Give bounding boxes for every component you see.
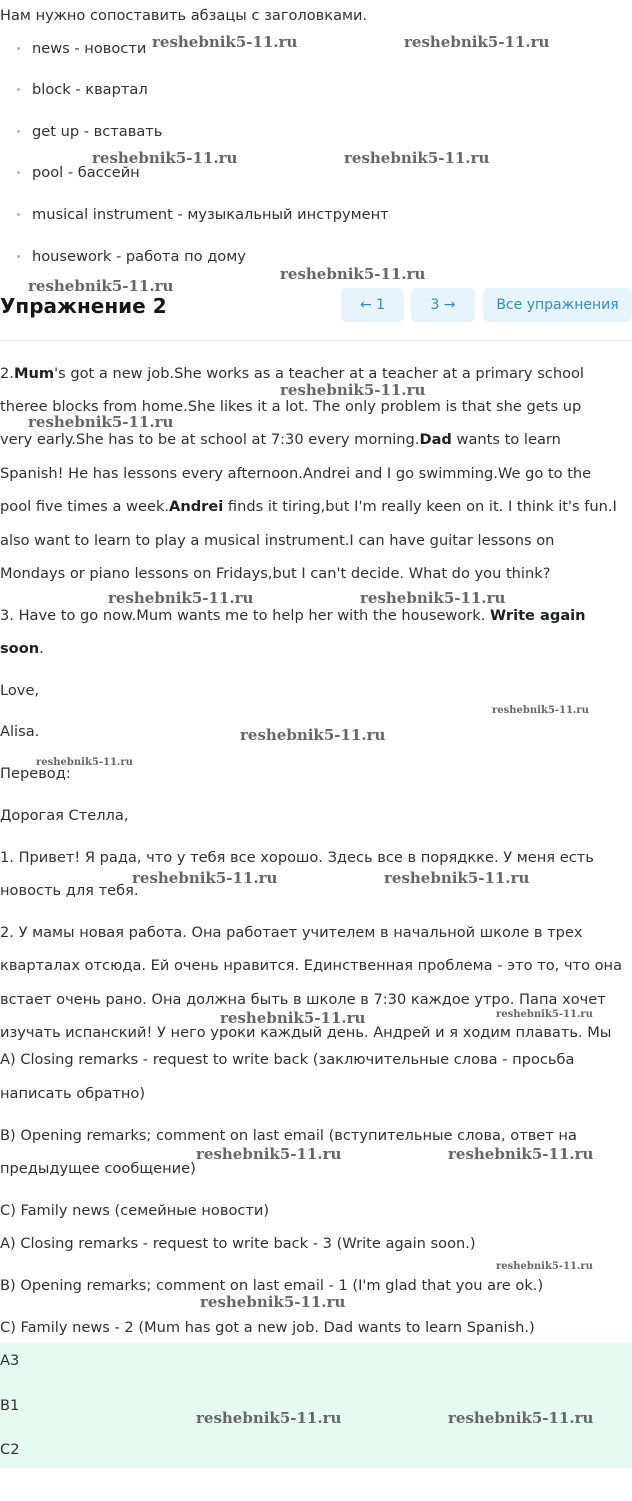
email-line: soon. [0, 640, 44, 657]
answer-detail-line: C) Family news - 2 (Mum has got a new job. Dad wants to learn Spanish.) [0, 1319, 535, 1336]
bullet-icon [17, 130, 20, 133]
heading-line: B) Opening remarks; comment on last email (вступительные слова, ответ на [0, 1127, 577, 1144]
watermark: reshebnik5-11.ru [240, 726, 386, 744]
translation-greeting: Дорогая Стелла, [0, 807, 129, 824]
answer-item: B1 [0, 1397, 20, 1414]
email-love: Love, [0, 682, 40, 699]
bullet-icon [17, 88, 20, 91]
watermark: reshebnik5-11.ru [108, 589, 254, 607]
answer-item: A3 [0, 1352, 20, 1369]
heading-line: C) Family news (семейные новости) [0, 1202, 270, 1219]
vocab-item: news - новости [17, 39, 146, 59]
translation-line: кварталах отсюда. Ей очень нравится. Единственная проблема - это то, что она [0, 957, 623, 974]
translation-line: встает очень рано. Она должна быть в школе в 7:30 каждое утро. Папа хочет [0, 991, 606, 1008]
vocab-item: get up - вставать [17, 122, 162, 142]
watermark: reshebnik5-11.ru [496, 1261, 593, 1272]
translation-label: Перевод: [0, 765, 71, 782]
watermark: reshebnik5-11.ru [200, 1293, 346, 1311]
watermark: reshebnik5-11.ru [92, 149, 238, 167]
intro-text: Нам нужно сопоставить абзацы с заголовками. [0, 7, 368, 24]
bullet-icon [17, 47, 20, 50]
watermark: reshebnik5-11.ru [496, 1009, 593, 1020]
vocab-item: pool - бассейн [17, 163, 140, 183]
email-line: Spanish! He has lessons every afternoon.Andrei and I go swimming.We go to the [0, 465, 592, 482]
watermark: reshebnik5-11.ru [344, 149, 490, 167]
heading-line: написать обратно) [0, 1085, 146, 1102]
watermark: reshebnik5-11.ru [360, 589, 506, 607]
email-line: 3. Have to go now.Mum wants me to help her with the housework. Write again [0, 607, 586, 624]
next-exercise-button[interactable]: 3 → [411, 288, 475, 322]
watermark: reshebnik5-11.ru [384, 869, 530, 887]
header-divider [0, 340, 632, 341]
heading-line: A) Closing remarks - request to write back (заключительные слова - просьба [0, 1051, 575, 1068]
email-line: theree blocks from home.She likes it a lot. The only problem is that she gets up [0, 398, 582, 415]
vocab-item: housework - работа по дому [17, 247, 246, 267]
vocab-item: musical instrument - музыкальный инструмент [17, 205, 389, 225]
translation-line: 2. У мамы новая работа. Она работает учителем в начальной школе в трех [0, 924, 583, 941]
watermark: reshebnik5-11.ru [196, 1409, 342, 1427]
watermark: reshebnik5-11.ru [28, 413, 174, 431]
answer-detail-line: A) Closing remarks - request to write back - 3 (Write again soon.) [0, 1235, 476, 1252]
watermark: reshebnik5-11.ru [196, 1145, 342, 1163]
email-line: 2.Mum's got a new job.She works as a teacher at a teacher at a primary school [0, 365, 584, 382]
watermark: reshebnik5-11.ru [448, 1145, 594, 1163]
heading-line: предыдущее сообщение) [0, 1160, 196, 1177]
email-line: also want to learn to play a musical instrument.I can have guitar lessons on [0, 532, 555, 549]
watermark: reshebnik5-11.ru [28, 277, 174, 295]
watermark: reshebnik5-11.ru [448, 1409, 594, 1427]
bullet-icon [17, 255, 20, 258]
watermark: reshebnik5-11.ru [492, 705, 589, 716]
translation-line: новость для тебя. [0, 882, 139, 899]
email-signature: Alisa. [0, 723, 40, 740]
exercise-title: Упражнение 2 [0, 294, 167, 318]
translation-line: изучать испанский! У него уроки каждый день. Андрей и я ходим плавать. Мы [0, 1024, 612, 1041]
bullet-icon [17, 171, 20, 174]
watermark: reshebnik5-11.ru [220, 1009, 366, 1027]
answer-box [0, 1343, 632, 1468]
watermark: reshebnik5-11.ru [36, 757, 133, 768]
vocab-item: block - квартал [17, 80, 148, 100]
email-line: pool five times a week.Andrei finds it tiring,but I'm really keen on it. I think it's fun.I [0, 498, 617, 515]
email-line: very early.She has to be at school at 7:30 every morning.Dad wants to learn [0, 431, 561, 448]
translation-line: 1. Привет! Я рада, что у тебя все хорошо. Здесь все в порядкке. У меня есть [0, 849, 594, 866]
watermark: reshebnik5-11.ru [404, 33, 550, 51]
bullet-icon [17, 213, 20, 216]
answer-item: C2 [0, 1441, 20, 1458]
watermark: reshebnik5-11.ru [280, 265, 426, 283]
email-line: Mondays or piano lessons on Fridays,but I can't decide. What do you think? [0, 565, 551, 582]
prev-exercise-button[interactable]: ← 1 [341, 288, 404, 322]
all-exercises-button[interactable]: Все упражнения [483, 288, 632, 322]
watermark: reshebnik5-11.ru [132, 869, 278, 887]
watermark: reshebnik5-11.ru [280, 381, 426, 399]
answer-detail-line: B) Opening remarks; comment on last email - 1 (I'm glad that you are ok.) [0, 1277, 544, 1294]
watermark: reshebnik5-11.ru [152, 33, 298, 51]
